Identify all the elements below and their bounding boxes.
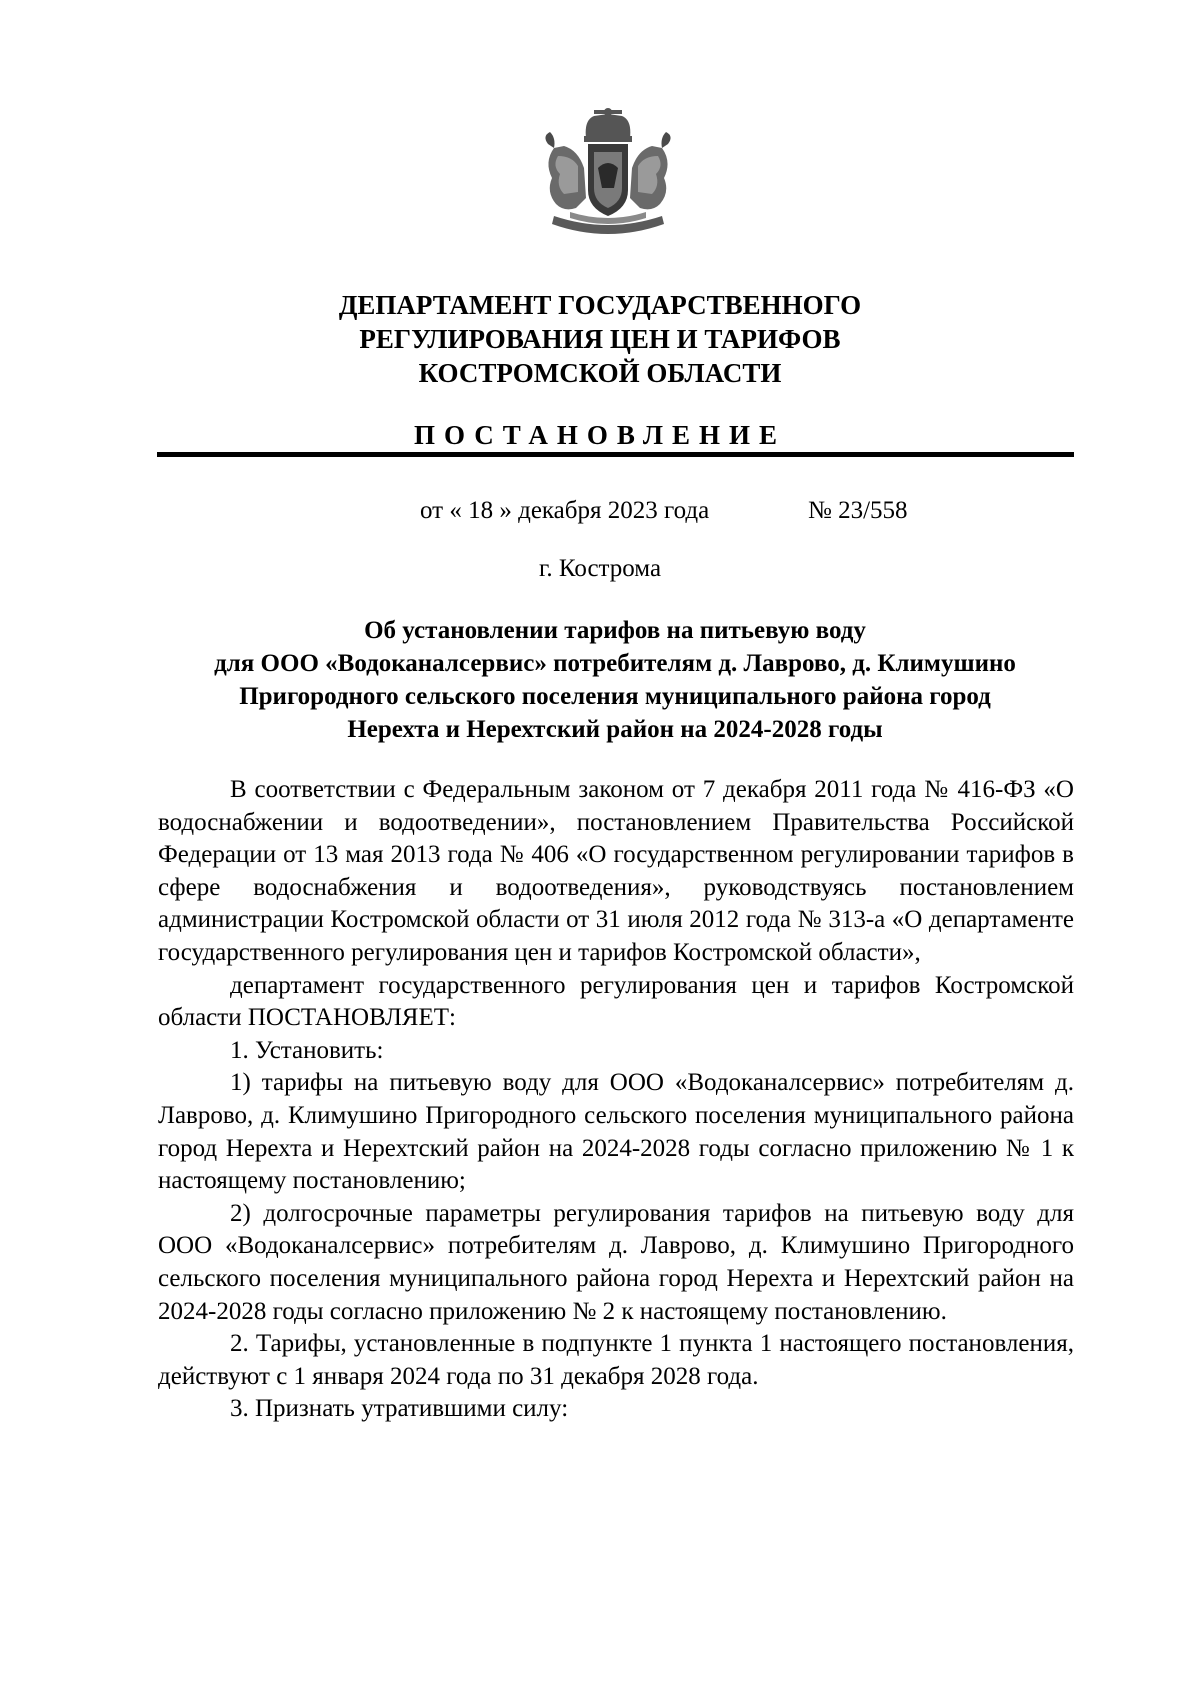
body-paragraph: департамент государственного регулирования цен и тарифов Костромской области ПОСТАНОВЛЯЕТ: (158, 971, 1074, 1032)
subject-line: Пригородного сельского поселения муниципального района город (239, 683, 991, 710)
body-paragraph: 2. Тарифы, установленные в подпункте 1 пункта 1 настоящего постановления, действуют с 1 января 2024 года по 31 декабря 2028 года. (158, 1330, 1074, 1390)
subject-line: Об установлении тарифов на питьевую воду (364, 617, 866, 644)
body-paragraph: 3. Признать утратившими силу: (230, 1395, 569, 1423)
coat-of-arms-icon (534, 108, 682, 244)
body-paragraph: 1. Установить: (230, 1036, 384, 1064)
decree-city: г. Кострома (538, 555, 662, 582)
subject-line: Нерехта и Нерехтский район на 2024-2028 годы (347, 716, 883, 743)
department-line: КОСТРОМСКОЙ ОБЛАСТИ (418, 358, 782, 388)
decree-subject (150, 614, 1080, 746)
header-divider (157, 452, 1074, 457)
document-type-heading: ПОСТАНОВЛЕНИЕ (413, 420, 787, 450)
decree-number: № 23/558 (808, 497, 908, 524)
department-line: ДЕПАРТАМЕНТ ГОСУДАРСТВЕННОГО (338, 290, 862, 320)
decree-date: от « 18 » декабря 2023 года (420, 497, 710, 524)
body-paragraph: 1) тарифы на питьевую воду для ООО «Водоканалсервис» потребителям д. Лаврово, д. Климушино Пригородного сельского поселения муниципального района город Нерехта и Нерехтский район на 2024-2028 годы согласно приложению № 1 к настоящему постановлению; (158, 1069, 1074, 1195)
decree-body (158, 774, 1074, 1426)
department-line: РЕГУЛИРОВАНИЯ ЦЕН И ТАРИФОВ (359, 324, 841, 354)
body-paragraph: В соответствии с Федеральным законом от 7 декабря 2011 года № 416-ФЗ «О водоснабжении и водоотведении», постановлением Правительства Российской Федерации от 13 мая 2013 года № 406 «О государственном регулировании тарифов в сфере водоснабжения и водоотведения», руководствуясь постановлением администрации Костромской области от 31 июля 2012 года № 313-а «О департаменте государственного регулирования цен и тарифов Костромской области», (158, 776, 1074, 966)
body-paragraph: 2) долгосрочные параметры регулирования тарифов на питьевую воду для ООО «Водоканалсервис» потребителям д. Лаврово, д. Климушино Пригородного сельского поселения муниципального района город Нерехта и Нерехтский район на 2024-2028 годы согласно приложению № 2 к настоящему постановлению. (158, 1199, 1074, 1325)
subject-line: для ООО «Водоканалсервис» потребителям д. Лаврово, д. Климушино (214, 650, 1016, 677)
department-name (0, 288, 1200, 390)
